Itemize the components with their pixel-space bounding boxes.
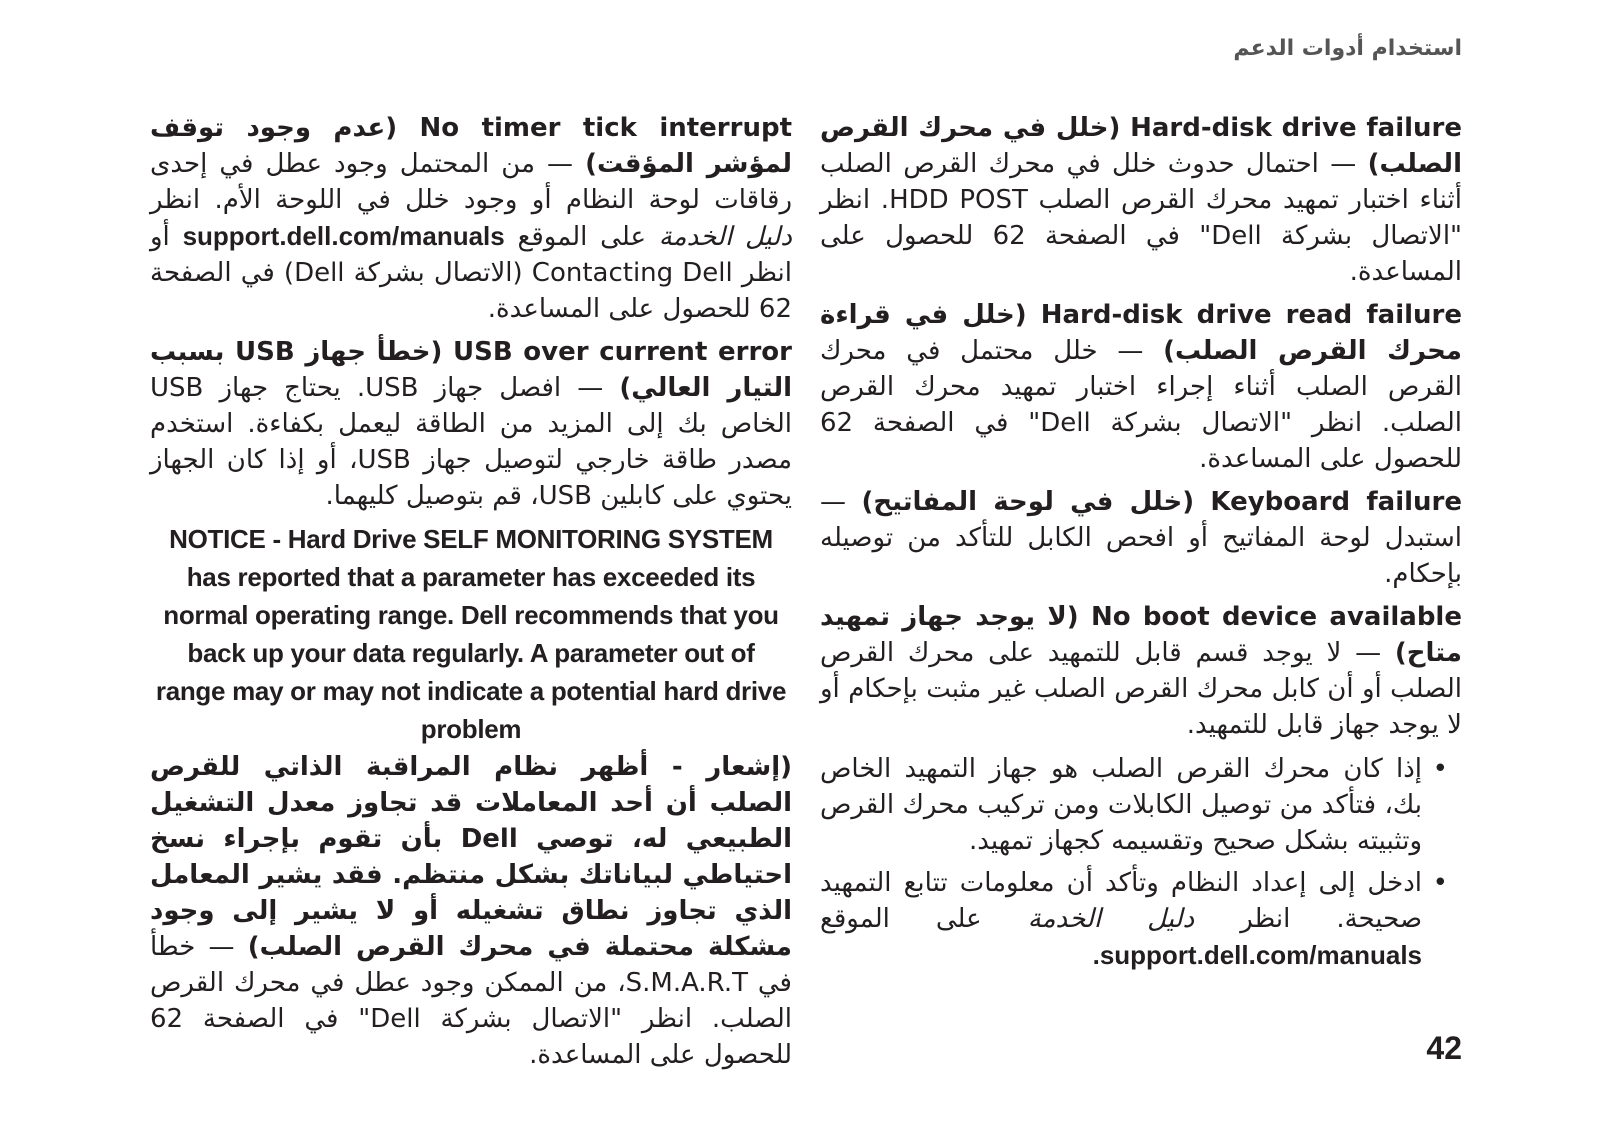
entry-no-timer-tick	[150, 110, 792, 327]
entry-no-boot-device	[820, 599, 1462, 743]
entry-keyboard-failure	[820, 484, 1462, 592]
entry-title: Hard-disk drive failure (خلل في محرك القرص الصلب)	[820, 113, 1463, 179]
entry-title: USB over current error (خطأ جهاز USB بسبب التيار العالي)	[150, 337, 792, 403]
bullet-text-tail: على الموقع	[820, 904, 982, 934]
left-column	[150, 110, 792, 1080]
entry-text: — لا يوجد قسم قابل للتمهيد على محرك القرص الصلب أو أن كابل محرك القرص الصلب غير مثبت بإحكام أو لا يوجد جهاز قابل للتمهيد.	[820, 638, 1462, 740]
page-header: استخدام أدوات الدعم	[1233, 36, 1462, 61]
bullet-list	[820, 751, 1462, 974]
notice-heading	[150, 521, 792, 749]
entry-text: — احتمال حدوث خلل في محرك القرص الصلب أثناء اختبار تمهيد محرك القرص الصلب HDD POST. انظر "الاتصال بشركة Dell" في الصفحة 62 للحصول على المساعدة.	[820, 149, 1463, 287]
entry-text: أو انظر Contacting Dell (الاتصال بشركة Dell) في الصفحة 62 للحصول على المساعدة.	[150, 222, 793, 324]
bullet-text: ادخل إلى إعداد النظام وتأكد أن معلومات تتابع التمهيد صحيحة. انظر	[820, 868, 1423, 934]
support-url[interactable]: support.dell.com/manuals	[182, 221, 505, 251]
entry-title: Keyboard failure (خلل في لوحة المفاتيح)	[861, 487, 1462, 517]
entry-text: — خلل محتمل في محرك القرص الصلب أثناء إجراء اختبار تمهيد محرك القرص الصلب. انظر "الاتصال بشركة Dell" في الصفحة 62 للحصول على المساعدة.	[820, 336, 1463, 474]
entry-usb-over-current	[150, 334, 792, 514]
entry-title: No boot device available (لا يوجد جهاز تمهيد متاح)	[820, 602, 1462, 668]
notice-arabic-title: (إشعار - أظهر نظام المراقبة الذاتي للقرص الصلب أن أحد المعاملات قد تجاوز معدل التشغيل الطبيعي له، توصي Dell بأن تقوم بإجراء نسخ احتياطي لبياناتك بشكل منتظم. فقد يشير المعامل الذي تجاوز نطاق تشغيله أو لا يشير إلى وجود مشكلة محتملة في محرك القرص الصلب)	[150, 752, 793, 962]
support-url[interactable]: support.dell.com/manuals.	[1092, 940, 1422, 970]
entry-hdd-failure	[820, 110, 1462, 290]
list-item	[820, 865, 1422, 974]
entry-text: — خطأ في S.M.A.R.T، من الممكن وجود عطل في محرك القرص الصلب. انظر "الاتصال بشركة Dell" في الصفحة 62 للحصول على المساعدة.	[150, 932, 793, 1070]
notice-english: NOTICE - Hard Drive SELF MONITORING SYSTEM has reported that a parameter has exceeded its normal operating range. Dell recommends that you back up your data regularly. A parameter out of range may or may not indicate a potential hard drive problem	[155, 524, 787, 744]
service-manual-italic: دليل الخدمة	[658, 222, 792, 252]
entry-text: — افصل جهاز USB. يحتاج جهاز USB الخاص بك إلى المزيد من الطاقة ليعمل بكفاءة. استخدم مصدر طاقة خارجي لتوصيل جهاز USB، أو إذا كان الجهاز يحتوي على كابلين USB، قم بتوصيل كليهما.	[150, 373, 792, 511]
right-column	[820, 110, 1462, 980]
entry-title: No timer tick interrupt (عدم وجود توقف لمؤشر المؤقت)	[150, 113, 793, 179]
entry-text: على الموقع	[504, 222, 659, 252]
bullet-text: إذا كان محرك القرص الصلب هو جهاز التمهيد الخاص بك، فتأكد من توصيل الكابلات ومن تركيب محرك القرص وتثبيته بشكل صحيح وتقسيمه كجهاز تمهيد.	[820, 754, 1422, 856]
list-item	[820, 751, 1422, 859]
entry-hdd-read-failure	[820, 297, 1462, 477]
page-number: 42	[1426, 1030, 1462, 1066]
entry-text: — استبدل لوحة المفاتيح أو افحص الكابل للتأكد من توصيله بإحكام.	[820, 487, 1462, 589]
notice-arabic	[150, 749, 792, 1073]
service-manual-italic: دليل الخدمة	[1027, 904, 1195, 934]
entry-text: — من المحتمل وجود عطل في إحدى رقاقات لوحة النظام أو وجود خلل في اللوحة الأم. انظر	[150, 149, 792, 215]
entry-title: Hard-disk drive read failure (خلل في قراءة محرك القرص الصلب)	[820, 300, 1462, 366]
